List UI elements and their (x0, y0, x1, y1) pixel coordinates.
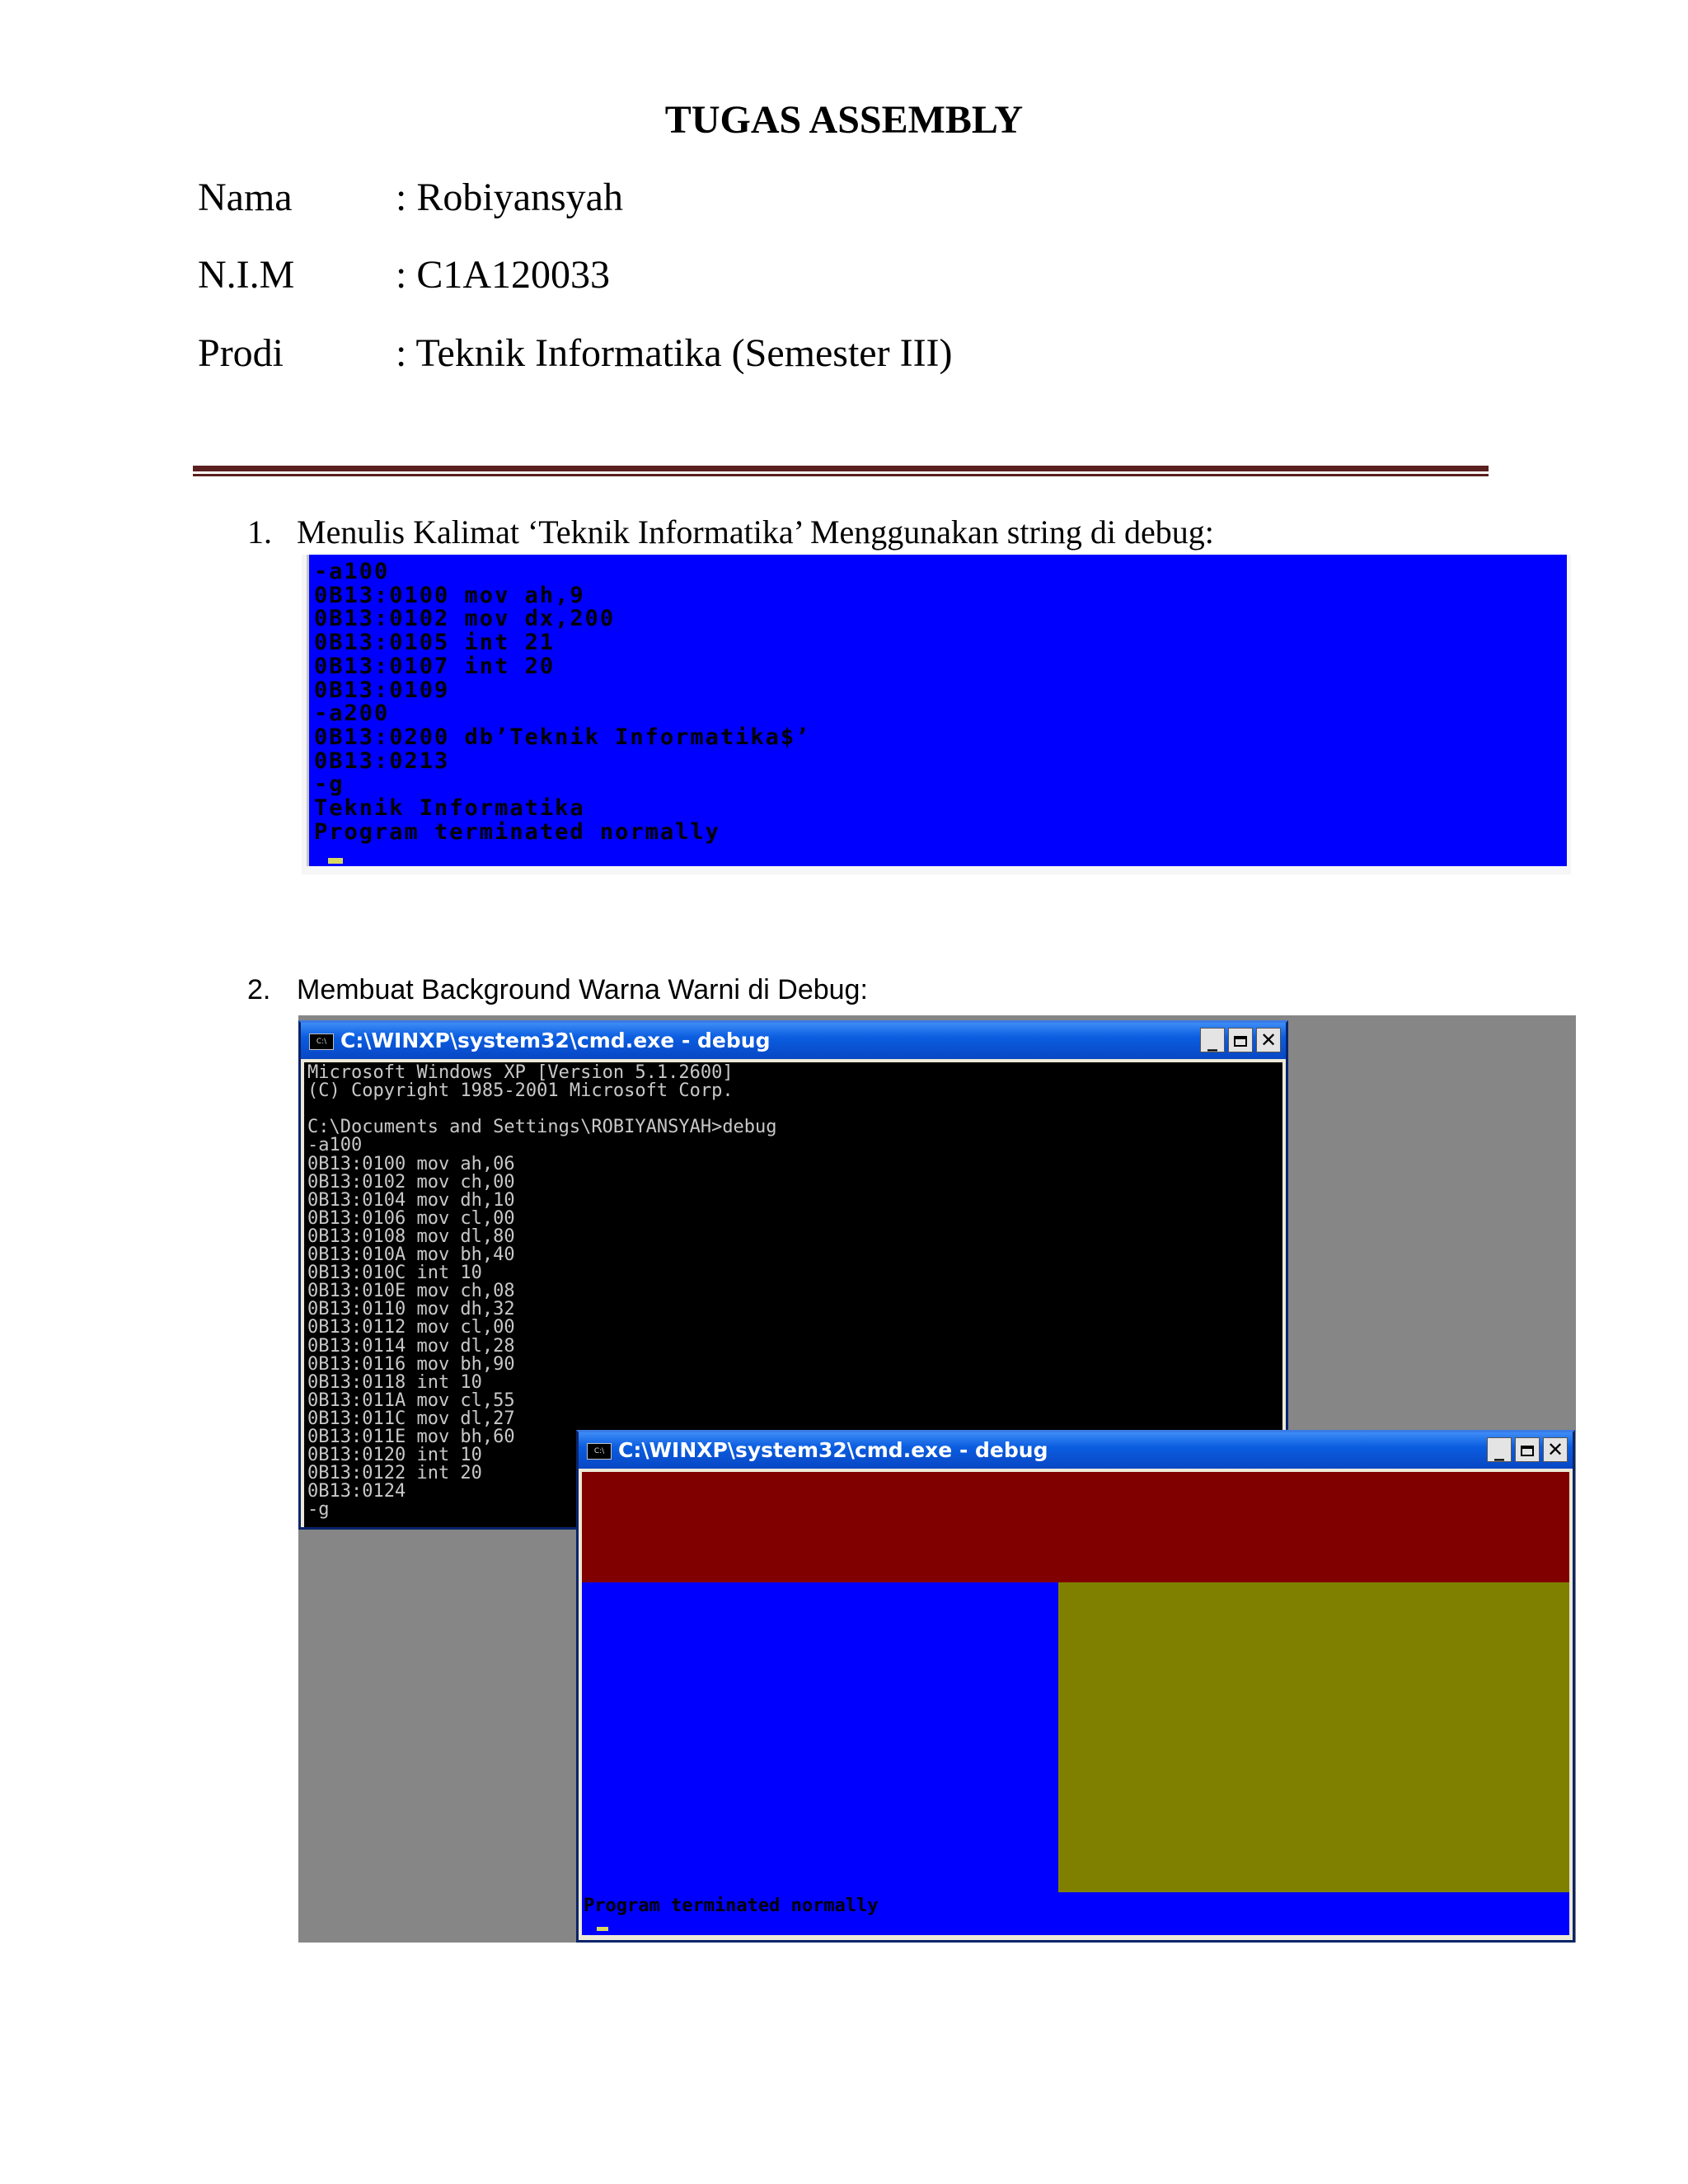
window-title: C:\WINXP\system32\cmd.exe - debug (618, 1438, 1048, 1462)
console-line: 0B13:0200 db’Teknik Informatika$’ (314, 724, 811, 750)
minimize-button[interactable]: _ (1487, 1437, 1512, 1462)
window-title: C:\WINXP\system32\cmd.exe - debug (340, 1029, 771, 1052)
minimize-button[interactable]: _ (1200, 1028, 1225, 1052)
console-line: 0B13:0107 int 20 (314, 653, 556, 679)
terminal-line: 0B13:0102 mov ch,00 (307, 1171, 515, 1193)
terminal-line: 0B13:010C int 10 (307, 1263, 482, 1284)
color-screen (582, 1472, 1569, 1935)
terminal-line: 0B13:0104 mov dh,10 (307, 1189, 515, 1211)
console-line: Program terminated normally (314, 818, 720, 845)
window-titlebar[interactable] (579, 1432, 1573, 1469)
terminal-line: -g (307, 1499, 330, 1521)
item-text: Membuat Background Warna Warni di Debug: (297, 974, 868, 1005)
terminal-line: 0B13:0116 mov bh,90 (307, 1353, 515, 1375)
info-label: N.I.M (198, 253, 295, 297)
terminal-line: 0B13:011E mov bh,60 (307, 1427, 515, 1447)
console-line: 0B13:0105 int 21 (314, 630, 556, 656)
cmd-icon: C:\ (309, 1033, 334, 1050)
terminal-line: 0B13:0110 mov dh,32 (307, 1299, 515, 1320)
info-label: Prodi (198, 331, 284, 375)
red-background-band (582, 1472, 1569, 1582)
terminal-line: (C) Copyright 1985-2001 Microsoft Corp. (307, 1080, 734, 1102)
item-number: 1. (247, 513, 272, 551)
item-number: 2. (247, 974, 271, 1005)
terminal-line: 0B13:0100 mov ah,06 (307, 1153, 515, 1174)
header-divider (193, 466, 1489, 471)
debug-screenshot-2 (298, 1015, 1576, 1943)
console-line: -a100 (314, 559, 390, 584)
console-line: 0B13:0109 (314, 677, 450, 703)
terminal-line: 0B13:0112 mov cl,00 (307, 1317, 515, 1338)
terminal-line: 0B13:0118 int 10 (307, 1371, 482, 1393)
maximize-button[interactable] (1515, 1437, 1540, 1462)
terminal-line: 0B13:0108 mov dl,80 (307, 1226, 515, 1247)
terminal-line: 0B13:010A mov bh,40 (307, 1244, 515, 1265)
close-button[interactable]: ✕ (1256, 1028, 1281, 1052)
console-line: 0B13:0100 mov ah,9 (314, 582, 585, 608)
terminal-line: Microsoft Windows XP [Version 5.1.2600] (307, 1062, 734, 1083)
cmd-window-result (576, 1430, 1575, 1943)
terminal-line: 0B13:010E mov ch,08 (307, 1281, 515, 1302)
terminal-line: 0B13:0106 mov cl,00 (307, 1207, 515, 1229)
terminal-line: 0B13:011A mov cl,55 (307, 1390, 515, 1411)
cmd-icon: C:\ (587, 1443, 612, 1460)
console-line: Teknik Informatika (314, 795, 585, 821)
terminal-line: 0B13:0120 int 10 (307, 1445, 482, 1466)
window-titlebar[interactable] (301, 1023, 1286, 1059)
close-button[interactable]: ✕ (1543, 1437, 1568, 1462)
console-line: -a200 (314, 701, 390, 727)
info-label: Nama (198, 176, 293, 219)
info-value: : Robiyansyah (396, 176, 623, 219)
info-value: : C1A120033 (396, 253, 611, 297)
maximize-button[interactable] (1228, 1028, 1253, 1052)
terminal-line: -a100 (307, 1135, 363, 1156)
item-text: Menulis Kalimat ‘Teknik Informatika’ Menggunakan string di debug: (297, 513, 1214, 551)
text-cursor (328, 858, 343, 864)
document-title: TUGAS ASSEMBLY (664, 98, 1024, 142)
debug-console (307, 555, 1567, 866)
console-line: -g (314, 771, 345, 798)
terminal-line: C:\Documents and Settings\ROBIYANSYAH>debug (307, 1117, 777, 1138)
console-line: 0B13:0213 (314, 748, 450, 774)
terminal-line: 0B13:0122 int 20 (307, 1463, 482, 1484)
text-cursor (597, 1927, 608, 1931)
debug-screenshot-1 (302, 555, 1571, 874)
olive-background-block (1058, 1582, 1569, 1892)
program-terminated-message: Program terminated normally (584, 1896, 879, 1916)
header-divider-thin (193, 474, 1489, 476)
terminal-line: 0B13:0124 (307, 1481, 406, 1502)
terminal-line: 0B13:011C mov dl,27 (307, 1408, 515, 1429)
terminal-line: 0B13:0114 mov dl,28 (307, 1335, 515, 1357)
info-value: : Teknik Informatika (Semester III) (396, 331, 953, 375)
console-line: 0B13:0102 mov dx,200 (314, 606, 616, 632)
